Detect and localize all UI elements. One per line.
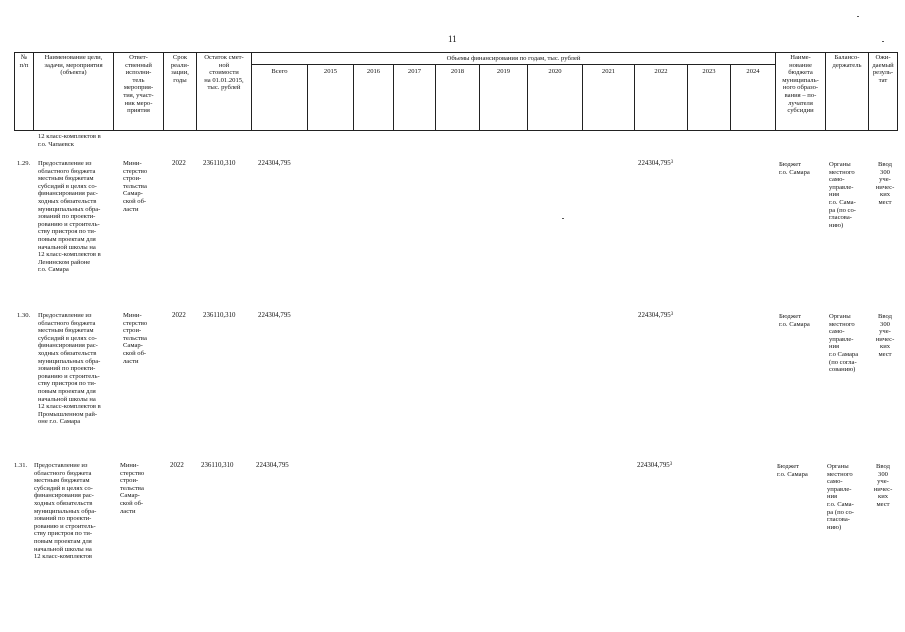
row-responsible: Мини- стерство строи- тельства Самар- ской об- ласти <box>120 462 145 515</box>
row-term: 2022 <box>172 312 186 319</box>
header-col-holder: Балансо- держатель <box>832 54 862 69</box>
row-rest: 236110,310 <box>203 312 236 319</box>
row-2022 <box>637 462 672 470</box>
row-holder: Органы местного само- управле- ния г.о. Сама- ра (по со- гласова- нию) <box>827 463 854 531</box>
header-col-financing: Объемы финансирования по годам, тыс. рублей <box>446 55 581 62</box>
header-divider <box>251 52 252 131</box>
row-2022-value: 224304,795 <box>637 462 670 469</box>
row-total: 224304,795 <box>256 462 289 469</box>
header-col-num: № п/п <box>19 54 29 69</box>
scan-speck <box>562 218 564 219</box>
row-budget: Бюджет г.о. Самара <box>777 463 808 478</box>
header-col-responsible: Ответ- ственный исполни- тель мероприя- тия, участ- ник меро- приятия <box>123 54 154 115</box>
row-budget: Бюджет г.о. Самара <box>779 161 810 176</box>
header-year-2021: 2021 <box>601 68 616 75</box>
header-year-2017: 2017 <box>407 68 422 75</box>
row-responsible: Мини- стерство строи- тельства Самар- ской об- ласти <box>123 312 148 365</box>
header-divider <box>897 52 898 131</box>
row-holder: Органы местного само- управле- ния г.о Самара (по согла- сованию) <box>829 313 859 374</box>
header-bottom-line <box>14 130 897 131</box>
row-holder: Органы местного само- управле- ния г.о. Сама- ра (по со- гласова- нию) <box>829 161 856 229</box>
row-number: 1.29. <box>17 160 31 167</box>
header-year-2015: 2015 <box>323 68 338 75</box>
scan-speck <box>857 16 859 17</box>
header-col-rest: Остаток смет- ной стоимости на 01.01.2015, тыс. рублей <box>204 54 244 92</box>
footnote-mark: 3 <box>670 160 674 165</box>
row-2022 <box>638 160 673 168</box>
row-rest: 236110,310 <box>201 462 234 469</box>
header-year-2020: 2020 <box>548 68 562 75</box>
row-name: Предоставление из областного бюджета местным бюджетам субсидий в целях со- финансирования рас- ходных обязательств муниципальных обра- зований по проекти- рованию и строитель- ству пристроя по ти- повым проектам для начальной школы на 12 класс-комплектов в Ленинском районе г.о. Самара <box>38 160 101 274</box>
header-col-name: Наименование цели, задачи, мероприятия (объекта) <box>44 54 103 77</box>
header-year-2019: 2019 <box>496 68 511 75</box>
header-year-2018: 2018 <box>450 68 465 75</box>
row-responsible: Мини- стерство строи- тельства Самар- ской об- ласти <box>123 160 148 213</box>
row-term: 2022 <box>172 160 186 167</box>
row-2022-value: 224304,795 <box>638 160 671 167</box>
header-col-total: Всего <box>271 68 288 75</box>
page-number: 11 <box>448 34 457 44</box>
footnote-mark: 3 <box>670 312 674 317</box>
row-name: Предоставление из областного бюджета местным бюджетам субсидий в целях со- финансирования рас- ходных обязательств муниципальных обра- зований по проекти- рованию и строитель- ству пристроя по ти- повым проектам для начальной школы на 12 класс-комплектов <box>34 462 97 561</box>
row-2022 <box>638 312 673 320</box>
header-top-line <box>14 52 897 53</box>
header-year-2024: 2024 <box>746 68 760 75</box>
header-year-2016: 2016 <box>366 68 381 75</box>
row-number: 1.31. <box>14 462 28 469</box>
header-years-line <box>251 64 775 65</box>
row-term: 2022 <box>170 462 184 469</box>
row-result: Ввод 300 уче- ничес- ких мест <box>873 463 893 508</box>
header-year-2022: 2022 <box>654 68 668 75</box>
row-name: Предоставление из областного бюджета местным бюджетам субсидий в целях со- финансирования рас- ходных обязательств муниципальных обра- зований по проекти- рованию и строитель- ству пристроя по ти- повым проектам для начальной школы на 12 класс-комплектов в Промышленном рай- оне г.о. Самара <box>38 312 101 426</box>
row-budget: Бюджет г.о. Самара <box>779 313 810 328</box>
header-col-budget: Наиме- нование бюджета муниципаль- ного образо- вания – по- лучателя субсидии <box>782 54 819 115</box>
row-2022-value: 224304,795 <box>638 312 671 319</box>
continuation-text: 12 класс-комплектов в г.о. Чапаевск <box>38 133 101 148</box>
header-col-term: Срок реали- зации, годы <box>170 54 190 84</box>
header-year-2023: 2023 <box>702 68 716 75</box>
row-result: Ввод 300 уче- ничес- ких мест <box>875 161 895 206</box>
row-number: 1.30. <box>17 312 31 319</box>
footnote-mark: 3 <box>669 462 673 467</box>
row-rest: 236110,310 <box>203 160 236 167</box>
scan-speck <box>882 41 884 42</box>
row-total: 224304,795 <box>258 312 291 319</box>
row-total: 224304,795 <box>258 160 291 167</box>
row-result: Ввод 300 уче- ничес- ких мест <box>875 313 895 358</box>
header-col-result: Ожи- даемый резуль- тат <box>872 54 894 84</box>
